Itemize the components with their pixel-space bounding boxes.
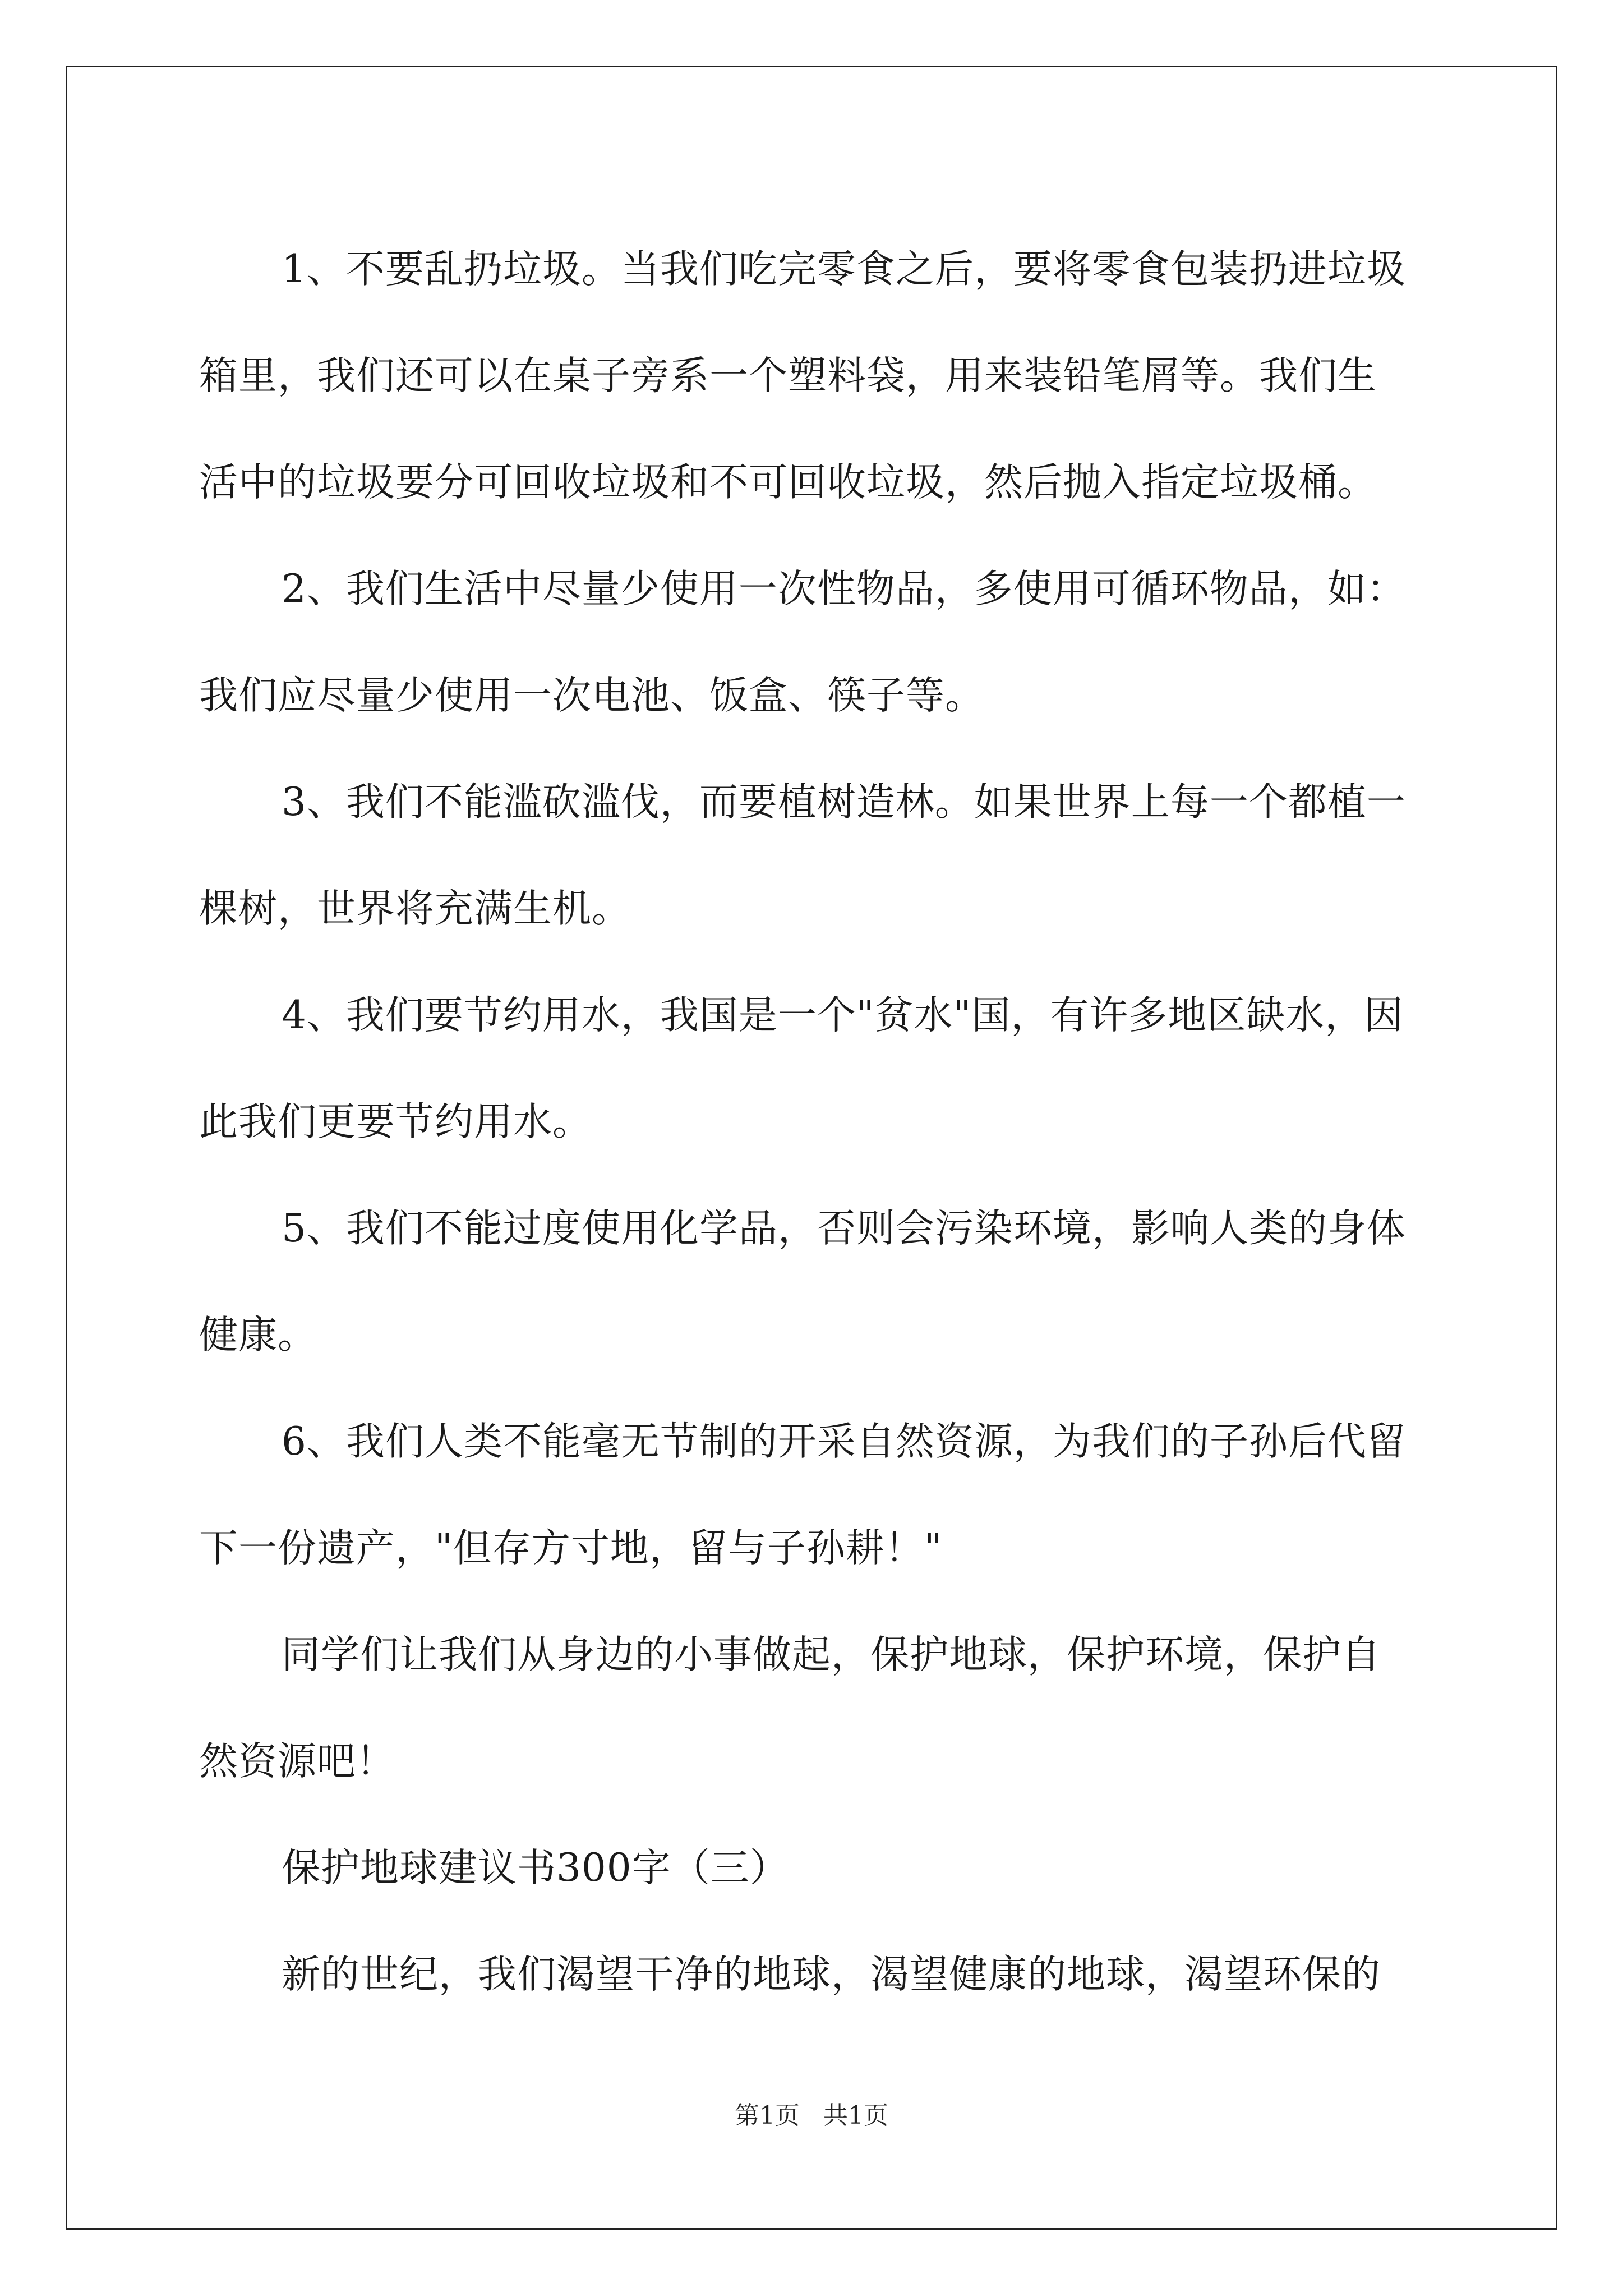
text-line: 3、我们不能滥砍滥伐，而要植树造林。如果世界上每一个都植一 xyxy=(282,780,1406,825)
text-line: 棵树，世界将充满生机。 xyxy=(199,886,631,931)
text-line: 新的世纪，我们渴望干净的地球，渴望健康的地球，渴望环保的 xyxy=(282,1952,1381,1997)
paragraph-2 xyxy=(199,536,1433,749)
text-line: 6、我们人类不能毫无节制的开采自然资源，为我们的子孙后代留 xyxy=(282,1419,1406,1464)
paragraph-5 xyxy=(199,1175,1433,1388)
text-line: 4、我们要节约用水，我国是一个"贫水"国，有许多地区缺水，因 xyxy=(282,993,1404,1038)
text-line: 活中的垃圾要分可回收垃圾和不可回收垃圾，然后抛入指定垃圾桶。 xyxy=(199,460,1377,505)
paragraph-6 xyxy=(199,1388,1433,1602)
heading-text: 保护地球建议书300字（三） xyxy=(282,1846,789,1890)
text-line: 箱里，我们还可以在桌子旁系一个塑料袋，用来装铅笔屑等。我们生 xyxy=(199,353,1377,398)
document-body xyxy=(199,216,1433,2028)
section-heading xyxy=(199,1815,1433,1921)
text-line: 此我们更要节约用水。 xyxy=(199,1099,592,1144)
text-line: 1、不要乱扔垃圾。当我们吃完零食之后，要将零食包装扔进垃圾 xyxy=(282,247,1406,292)
paragraph-1 xyxy=(199,216,1433,536)
text-line: 5、我们不能过度使用化学品，否则会污染环境，影响人类的身体 xyxy=(282,1206,1406,1251)
paragraph-8 xyxy=(199,1921,1433,2028)
text-line: 我们应尽量少使用一次电池、饭盒、筷子等。 xyxy=(199,673,984,718)
paragraph-3 xyxy=(199,749,1433,962)
text-line: 健康。 xyxy=(199,1313,317,1358)
paragraph-7 xyxy=(199,1602,1433,1815)
paragraph-4 xyxy=(199,962,1433,1175)
page-number: 第1页 共1页 xyxy=(735,2101,888,2130)
text-line: 同学们让我们从身边的小事做起，保护地球，保护环境，保护自 xyxy=(282,1632,1381,1677)
text-line: 2、我们生活中尽量少使用一次性物品，多使用可循环物品，如： xyxy=(282,567,1406,611)
text-line: 下一份遗产，"但存方寸地，留与子孙耕！" xyxy=(199,1526,943,1571)
text-line: 然资源吧！ xyxy=(199,1739,395,1784)
